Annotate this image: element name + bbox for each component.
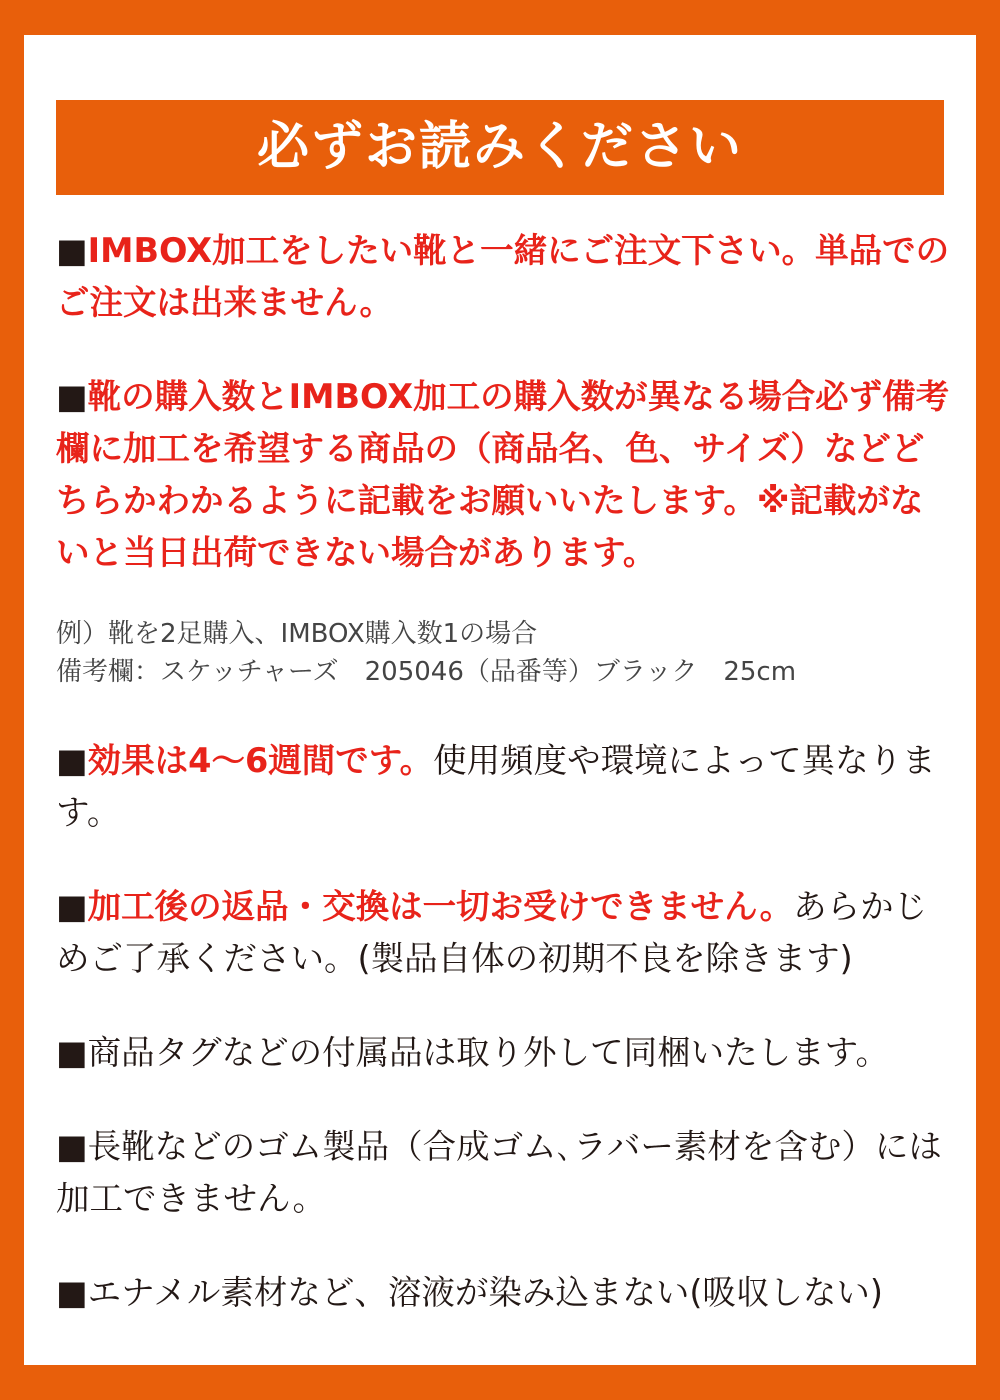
bullet-square-icon: ■ <box>56 231 88 270</box>
bullet-square-icon: ■ <box>56 1033 88 1072</box>
notice-quantity-remarks <box>56 371 951 579</box>
page-title: 必ずお読みください <box>56 100 944 195</box>
notice-no-returns <box>56 881 951 985</box>
notice-list <box>56 225 951 1361</box>
notice-text-red: 靴の購入数とIMBOX加工の購入数が異なる場合必ず備考欄に加工を希望する商品の（商品名、色、サイズ）などどちらかわかるように記載をお願いいたします。※記載がないと当日出荷できない場合があります。 <box>56 377 950 572</box>
bullet-square-icon: ■ <box>56 1273 88 1312</box>
notice-text-red: 加工後の返品・交換は一切お受けできません。 <box>87 887 794 926</box>
notice-rubber-products <box>56 1121 951 1225</box>
notice-text: あらかじめご了承ください。(製品自体の初期不良を除きます) <box>56 887 928 978</box>
bullet-square-icon: ■ <box>56 741 88 780</box>
bullet-square-icon: ■ <box>56 1127 88 1166</box>
notice-order-together <box>56 225 951 329</box>
notice-text: 商品タグなどの付属品は取り外して同梱いたします。 <box>87 1033 889 1072</box>
notice-enamel-materials <box>56 1267 951 1319</box>
example-line: 例）靴を2足購入、IMBOX購入数1の場合 <box>56 619 538 649</box>
remarks-example <box>56 615 951 691</box>
notice-tags-included <box>56 1027 951 1079</box>
notice-text: エナメル素材など、溶液が染み込まない(吸収しない) <box>87 1273 883 1312</box>
notice-text: 使用頻度や環境によって異なります。 <box>56 741 936 832</box>
bullet-square-icon: ■ <box>56 377 88 416</box>
notice-effect-duration <box>56 735 951 839</box>
bullet-square-icon: ■ <box>56 887 88 926</box>
notice-text-red: 効果は4〜6週間です。 <box>87 741 434 780</box>
example-line: 備考欄：スケッチャーズ 205046（品番等）ブラック 25cm <box>56 657 797 687</box>
notice-page <box>24 35 976 1365</box>
notice-text: 長靴などのゴム製品（合成ゴム､ラバー素材を含む）には加工できません。 <box>56 1127 942 1218</box>
notice-text-red: IMBOX加工をしたい靴と一緒にご注文下さい。単品でのご注文は出来ません。 <box>56 231 950 322</box>
